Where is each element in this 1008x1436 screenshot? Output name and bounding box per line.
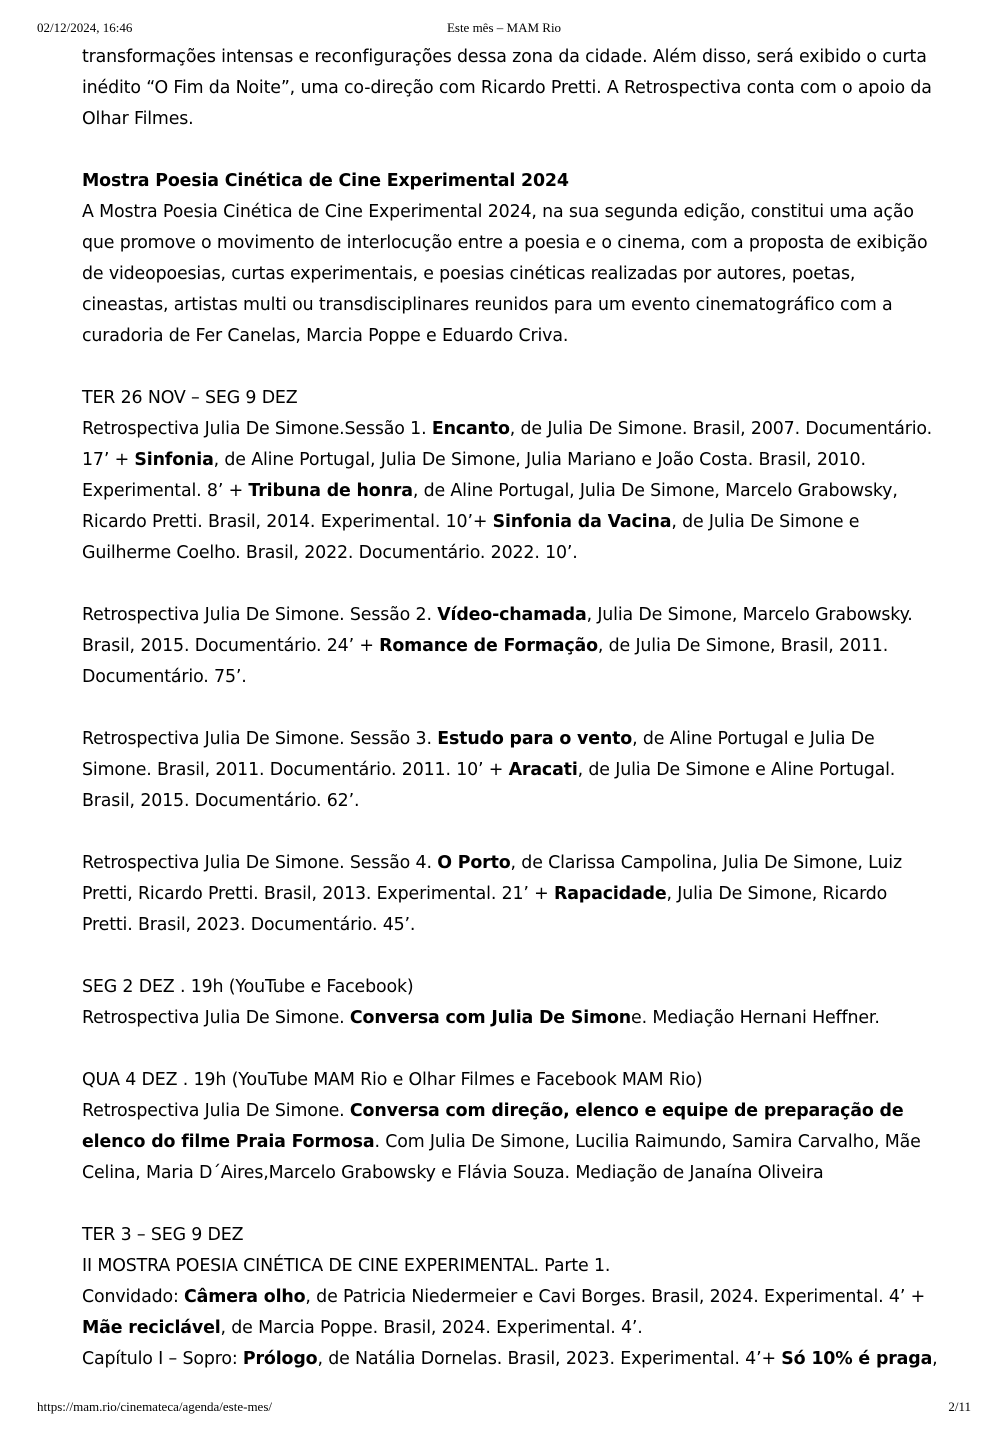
film-title: Tribuna de honra: [248, 481, 413, 501]
program-date: TER 3 – SEG 9 DEZ: [82, 1225, 244, 1245]
session-4: Retrospectiva Julia De Simone. Sessão 4. O Porto, de Clarissa Campolina, Julia De Simone, Luiz Pretti, Ricardo Pretti. Brasil, 2013. Experimental. 21’ + Rapacidade, Julia De Simone, Ricardo Pretti. Brasil, 2023. Documentário. 45’.: [82, 853, 902, 935]
film-title: Rapacidade: [553, 884, 667, 904]
program-date: QUA 4 DEZ . 19h (YouTube MAM Rio e Olhar Filmes e Facebook MAM Rio): [82, 1070, 703, 1090]
film-title: Só 10% é praga: [781, 1349, 933, 1369]
session-2: Retrospectiva Julia De Simone. Sessão 2. Vídeo-chamada, Julia De Simone, Marcelo Grabowsky. Brasil, 2015. Documentário. 24’ + Romance de Formação, de Julia De Simone, Brasil, 2011. Documentário. 75’.: [82, 605, 913, 687]
article-body: [82, 42, 942, 1375]
session-3: Retrospectiva Julia De Simone. Sessão 3. Estudo para o vento, de Aline Portugal e Julia De Simone. Brasil, 2011. Documentário. 2011. 10’ + Aracati, de Julia De Simone e Aline Portugal. Brasil, 2015. Documentário. 62’.: [82, 729, 896, 811]
program-block-1: TER 26 NOV – SEG 9 DEZ Retrospectiva Julia De Simone.Sessão 1. Encanto, de Julia De Simone. Brasil, 2007. Documentário. 17’ + Sinfonia, de Aline Portugal, Julia De Simone, Julia Mariano e João Costa. Brasil, 2010. Experimental. 8’ + Tribuna de honra, de Aline Portugal, Julia De Simone, Marcelo Grabowsky, Ricardo Pretti. Brasil, 2014. Experimental. 10’+ Sinfonia da Vacina, de Julia De Simone e Guilherme Coelho. Brasil, 2022. Documentário. 2022. 10’.: [82, 388, 932, 563]
film-title: Estudo para o vento: [437, 729, 633, 749]
film-title: Sinfonia: [134, 450, 214, 470]
program-block-4: TER 3 – SEG 9 DEZ II MOSTRA POESIA CINÉTICA DE CINE EXPERIMENTAL. Parte 1. Convidado: Câmera olho, de Patricia Niedermeier e Cavi Borges. Brasil, 2024. Experimental. 4’ + Mãe reciclável, de Marcia Poppe. Brasil, 2024. Experimental. 4’. Capítulo I – Sopro: Prólogo, de Natália Dornelas. Brasil, 2023. Experimental. 4’+ Só 10% é praga,: [82, 1225, 938, 1369]
film-title: O Porto: [437, 853, 511, 873]
program-block-3: QUA 4 DEZ . 19h (YouTube MAM Rio e Olhar Filmes e Facebook MAM Rio) Retrospectiva Julia De Simone. Conversa com direção, elenco e equipe de preparação de elenco do filme Praia Formosa. Com Julia De Simone, Lucilia Raimundo, Samira Carvalho, Mãe Celina, Maria D´Aires,Marcelo Grabowsky e Flávia Souza. Mediação de Janaína Oliveira: [82, 1070, 921, 1183]
page-url-link[interactable]: https://mam.rio/cinemateca/agenda/este-mes/: [37, 1399, 272, 1414]
page-number: 2/11: [948, 1399, 971, 1414]
print-header: [37, 20, 971, 38]
mostra-section: [82, 166, 942, 352]
mostra-heading: Mostra Poesia Cinética de Cine Experimental 2024: [82, 171, 569, 191]
film-title: Romance de Formação: [379, 636, 598, 656]
program-block-2: SEG 2 DEZ . 19h (YouTube e Facebook) Retrospectiva Julia De Simone. Conversa com Julia De Simone. Mediação Hernani Heffner.: [82, 977, 880, 1028]
film-title: Sinfonia da Vacina: [492, 512, 672, 532]
film-title: Encanto: [431, 419, 510, 439]
film-title: Mãe reciclável: [82, 1318, 221, 1338]
film-title: Câmera olho: [184, 1287, 306, 1307]
intro-paragraph: transformações intensas e reconfigurações dessa zona da cidade. Além disso, será exibido o curta inédito “O Fim da Noite”, uma co-direção com Ricardo Pretti. A Retrospectiva conta com o apoio da Olhar Filmes.: [82, 47, 932, 129]
program-title: II MOSTRA POESIA CINÉTICA DE CINE EXPERIMENTAL. Parte 1.: [82, 1256, 611, 1276]
mostra-description: A Mostra Poesia Cinética de Cine Experimental 2024, na sua segunda edição, constitui uma ação que promove o movimento de interlocução entre a poesia e o cinema, com a proposta de exibição de videopoesias, curtas experimentais, e poesias cinéticas realizadas por autores, poetas, cineastas, artistas multi ou transdisciplinares reunidos para um evento cinematográfico com a curadoria de Fer Canelas, Marcia Poppe e Eduardo Criva.: [82, 202, 928, 346]
print-page-title: Este mês – MAM Rio: [446, 20, 562, 35]
film-title: Vídeo-chamada: [437, 605, 587, 625]
film-title: Prólogo: [242, 1349, 318, 1369]
print-footer: [37, 1399, 971, 1417]
event-title: Conversa com Julia De Simon: [349, 1008, 632, 1028]
film-title: Aracati: [508, 760, 578, 780]
event-title: Conversa com direção, elenco e equipe de preparação de elenco do filme Praia Formosa: [82, 1101, 904, 1152]
program-date: SEG 2 DEZ . 19h (YouTube e Facebook): [82, 977, 414, 997]
print-datetime: 02/12/2024, 16:46: [37, 20, 133, 35]
program-date: TER 26 NOV – SEG 9 DEZ: [82, 388, 298, 408]
